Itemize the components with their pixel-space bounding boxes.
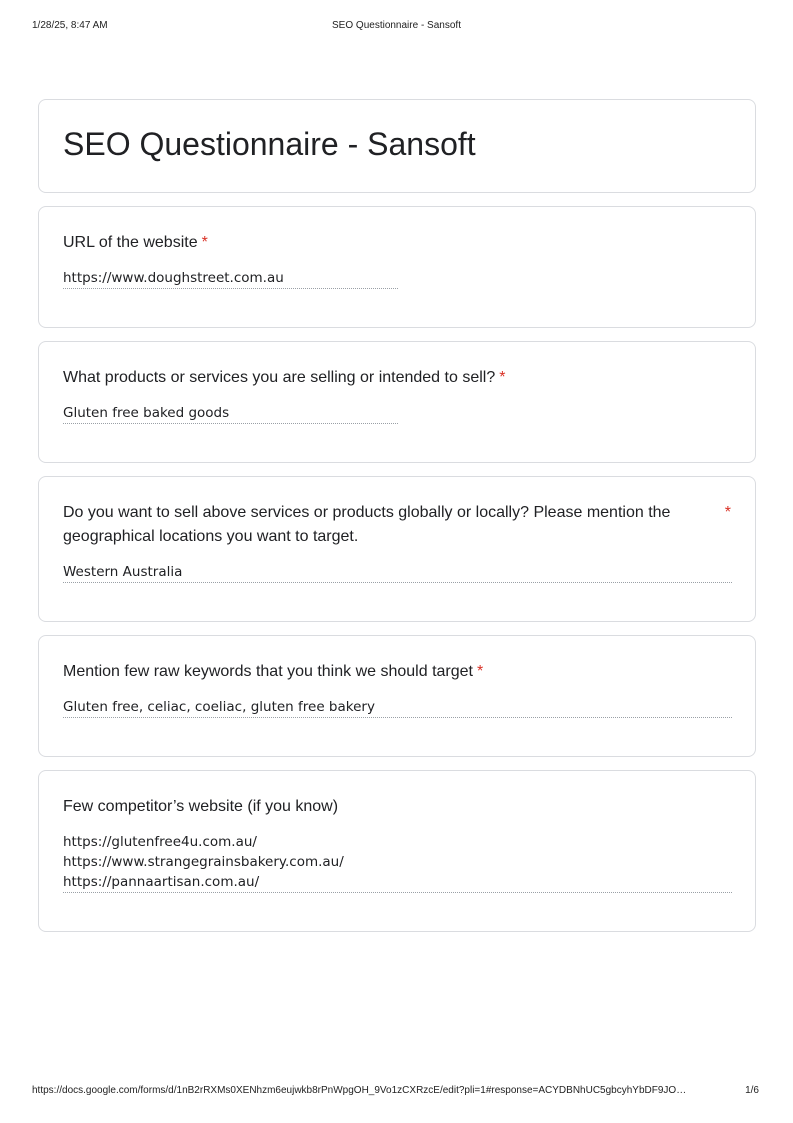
question-card-competitor-websites bbox=[38, 770, 756, 932]
question-card-keywords bbox=[38, 635, 756, 757]
form-title: SEO Questionnaire - Sansoft bbox=[63, 126, 476, 162]
question-card-products-services bbox=[38, 341, 756, 463]
required-asterisk: * bbox=[724, 504, 731, 521]
answer-line: Gluten free baked goods bbox=[63, 405, 230, 421]
answer-target-locations bbox=[63, 562, 732, 583]
answer-competitor-websites bbox=[63, 832, 732, 893]
question-label: URL of the website * bbox=[63, 234, 208, 251]
question-label: Mention few raw keywords that you think we should target * bbox=[63, 663, 484, 680]
question-label: Do you want to sell above services or products globally or locally? Please mention the geographical locations you want to target. * bbox=[63, 501, 731, 549]
print-page-url: https://docs.google.com/forms/d/1nB2rRXMs0XENhzm6eujwkb8rPnWpgOH_9Vo1zCXRzcE/edit?pli=1#response=ACYDBNhUC5gbcyhYbDF9JO… bbox=[32, 1085, 687, 1096]
print-page-number: 1/6 bbox=[745, 1085, 759, 1096]
print-document-title: SEO Questionnaire - Sansoft bbox=[332, 20, 461, 31]
question-card-target-locations bbox=[38, 476, 756, 622]
answer-line: https://pannaartisan.com.au/ bbox=[63, 874, 260, 890]
answer-website-url bbox=[63, 268, 398, 289]
question-label: Few competitor’s website (if you know) bbox=[63, 798, 339, 815]
answer-line: Gluten free, celiac, coeliac, gluten free bakery bbox=[63, 699, 375, 715]
form bbox=[38, 99, 756, 945]
question-card-website-url bbox=[38, 206, 756, 328]
answer-products-services bbox=[63, 403, 398, 424]
answer-line: https://www.doughstreet.com.au bbox=[63, 270, 284, 286]
question-label: What products or services you are selling or intended to sell? * bbox=[63, 369, 506, 386]
print-footer bbox=[32, 1085, 761, 1099]
answer-keywords bbox=[63, 697, 732, 718]
required-asterisk: * bbox=[499, 369, 506, 386]
print-header bbox=[32, 20, 761, 34]
answer-line: https://glutenfree4u.com.au/ bbox=[63, 834, 257, 850]
answer-line: Western Australia bbox=[63, 564, 183, 580]
form-title-card bbox=[38, 99, 756, 193]
required-asterisk: * bbox=[476, 663, 484, 680]
answer-line: https://www.strangegrainsbakery.com.au/ bbox=[63, 854, 344, 870]
print-datetime: 1/28/25, 8:47 AM bbox=[32, 20, 108, 31]
required-asterisk: * bbox=[201, 234, 208, 251]
